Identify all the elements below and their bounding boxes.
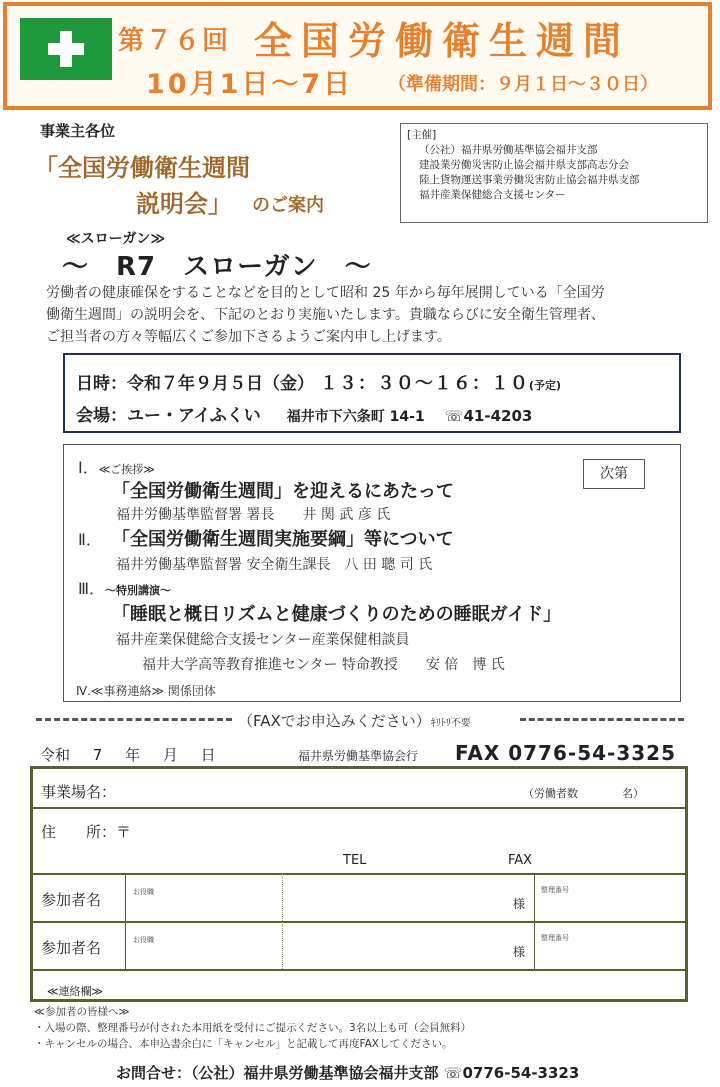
addressee: 事業主各位	[40, 122, 116, 140]
address-label: 住 所：〒	[41, 823, 132, 841]
program-speaker-1: 福井労働基準監督署 署長 井 関 武 彦 氏	[116, 507, 391, 523]
edition-number: 第７６回	[118, 26, 231, 56]
program-item-4	[76, 682, 216, 699]
event-title-suffix: のご案内	[252, 195, 324, 216]
fax-label: FAX	[508, 853, 533, 868]
form-date: 令和 7 年 月 日	[40, 746, 216, 764]
cut-line-left	[36, 718, 232, 721]
program-number: Ⅱ．	[78, 530, 102, 549]
week-dates: 10月1日～7日	[146, 69, 354, 100]
program-number: Ⅲ．	[78, 579, 106, 598]
participant-name-field-2[interactable]	[281, 923, 531, 967]
form-fax-number: FAX 0776-54-3325	[455, 741, 676, 765]
time-note: (予定)	[528, 379, 561, 392]
contact-notes-label: ≪連絡欄≫	[47, 985, 104, 998]
date-label: 日時：	[76, 374, 127, 394]
time-value: １３：３０～１６：１０	[319, 373, 529, 394]
venue-address: 福井市下六条町 14-1	[286, 409, 425, 425]
reg-no-label-2: 整理番号	[541, 934, 569, 942]
program-item-1	[78, 455, 155, 478]
program-number: Ⅳ.	[76, 684, 91, 698]
event-title-line1: 「全国労働衛生週間	[34, 154, 250, 182]
program-note: ～特別講演～	[105, 584, 172, 597]
slogan-label: ≪スローガン≫	[66, 231, 166, 247]
cut-line-right	[520, 718, 684, 721]
sama-label-2: 様	[513, 945, 526, 959]
sponsors-label: [主催]	[407, 129, 437, 141]
sponsor-item: （公社）福井県労働基準協会福井支部	[419, 144, 598, 156]
intro-line: 労働者の健康確保をすることなどを目的として昭和 25 年から毎年展開している「全国労	[46, 285, 605, 301]
sama-label-1: 様	[513, 897, 526, 911]
workers-count-label: （労働者数 名）	[523, 787, 644, 800]
preparation-period: （準備期間：９月１日～３０日）	[388, 74, 658, 95]
venue-line	[76, 401, 532, 426]
program-title-4: ≪事務連絡≫ 関係団体	[90, 684, 216, 698]
application-form	[30, 766, 688, 1002]
program-item-3	[78, 576, 171, 599]
intro-line: ご担当者の方々等幅広くご参加下さるようご案内申し上げます。	[46, 329, 451, 345]
participant-name-field-1[interactable]	[281, 875, 531, 919]
form-recipient: 福井県労働基準協会行	[298, 749, 419, 763]
reg-no-label-1: 整理番号	[541, 886, 569, 894]
intro-line: 働衛生週間」の説明会を、下記のとおり実施いたします。貴職ならびに安全衛生管理者、	[46, 307, 605, 323]
fax-note	[238, 710, 471, 731]
sponsor-item: 陸上貨物運送事業労働災害防止協会福井県支部	[419, 174, 640, 186]
sponsor-item: 建設業労働災害防止協会福井県支部高志分会	[419, 159, 629, 171]
program-speaker-3b: 福井大学高等教育推進センター 特命教授 安 倍 博 氏	[142, 657, 505, 673]
program-title-3: 「睡眠と概日リズムと健康づくりのための睡眠ガイド」	[112, 604, 562, 625]
notes-heading: ≪参加者の皆様へ≫	[34, 1006, 130, 1018]
program-title-2: 「全国労働衛生週間実施要綱」等について	[112, 529, 454, 550]
slogan: ～ R7 スローガン ～	[62, 252, 372, 282]
event-title-line2: 説明会」	[136, 190, 232, 218]
venue-phone: ☏41-4203	[444, 407, 533, 425]
sponsor-item: 福井産業保健総合支援センター	[419, 189, 566, 201]
note-item: ・キャンセルの場合、本申込書余白に「キャンセル」と記載して再度FAXしてください。	[34, 1038, 453, 1050]
fax-instruction: （FAXでお申込みください）	[238, 712, 431, 730]
participant-notes	[34, 1004, 471, 1052]
date-value: 令和７年９月５日（金）	[127, 374, 314, 394]
venue-label: 会場：	[76, 406, 127, 426]
participant-label-1: 参加者名	[41, 891, 102, 909]
green-cross-icon	[20, 18, 112, 80]
program-speaker-3a: 福井産業保健総合支援センター産業保健相談員	[116, 632, 410, 648]
note-item: ・入場の際、整理番号が付された本用紙を受付にご提示ください。3名以上も可（会員無料）	[34, 1022, 472, 1034]
position-label-1: お役職	[133, 888, 154, 896]
contact-info: お問合せ：（公社）福井県労働基準協会福井支部 ☏0776-54-3323	[116, 1064, 580, 1082]
site-name-label: 事業場名：	[41, 783, 117, 801]
program-note: ≪ご挨拶≫	[98, 463, 155, 476]
program-tag: 次第	[583, 459, 645, 489]
tel-label: TEL	[343, 853, 367, 868]
intro-paragraph	[46, 282, 698, 348]
sponsors-box	[400, 123, 708, 223]
no-cut-note: ｷﾘﾄﾘ不要	[430, 718, 471, 729]
program-speaker-2: 福井労働基準監督署 安全衛生課長 八 田 聰 司 氏	[116, 557, 433, 573]
participant-label-2: 参加者名	[41, 939, 102, 957]
date-line	[76, 369, 561, 395]
page-title: 全国労働衛生週間	[254, 19, 631, 63]
program-title-1: 「全国労働衛生週間」を迎えるにあたって	[112, 481, 454, 502]
program-number: Ⅰ．	[78, 458, 99, 477]
venue-value: ユー・アイふくい	[127, 406, 261, 426]
position-label-2: お役職	[133, 936, 154, 944]
